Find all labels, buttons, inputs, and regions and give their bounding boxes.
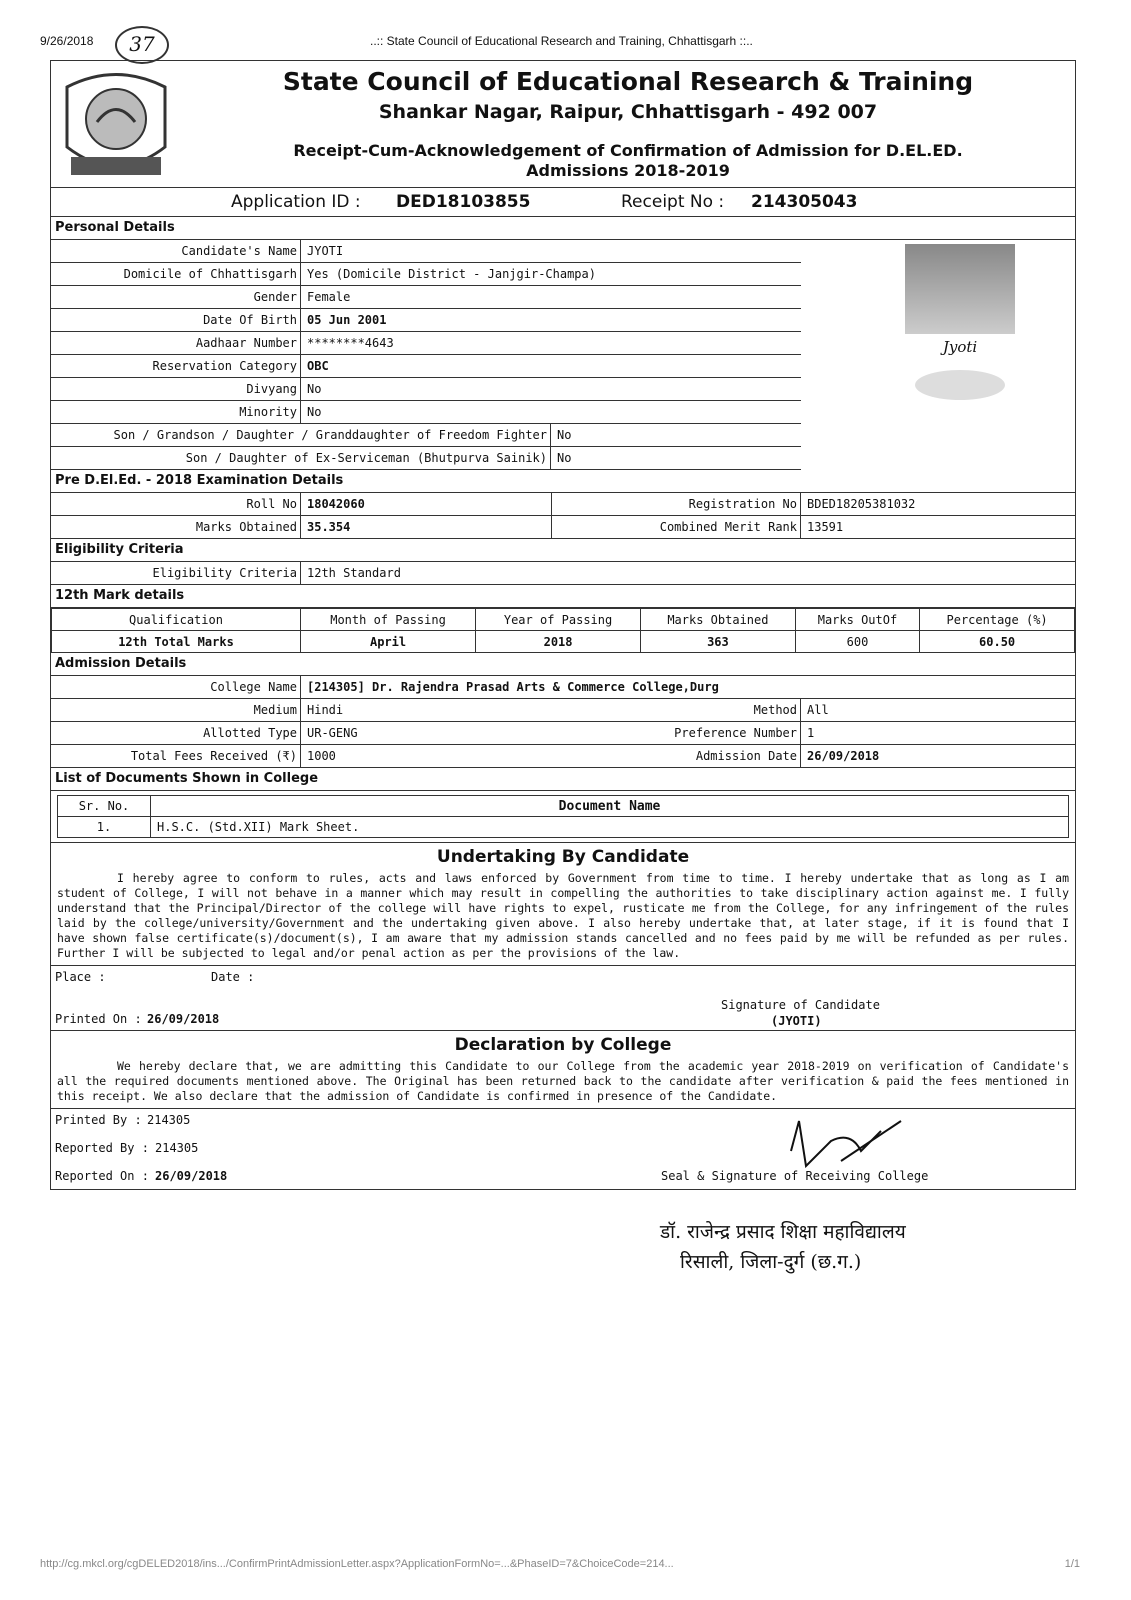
method: All xyxy=(807,703,829,717)
documents-table xyxy=(57,795,1069,838)
minority: No xyxy=(307,405,322,419)
label-medium: Medium xyxy=(51,699,301,721)
label-admission-date: Admission Date xyxy=(551,745,801,767)
label-fees: Total Fees Received (₹) xyxy=(51,745,301,767)
label-marks: Marks Obtained xyxy=(51,516,301,538)
admission-date: 26/09/2018 xyxy=(807,749,880,763)
declaration-heading: Declaration by College xyxy=(454,1035,672,1055)
admission-heading: Admission Details xyxy=(51,653,1075,676)
reported-by-label: Reported By : xyxy=(55,1141,149,1155)
marks12-heading: 12th Mark details xyxy=(51,585,1075,608)
application-id: DED18103855 xyxy=(396,192,531,212)
label-eligibility: Eligibility Criteria xyxy=(51,562,301,584)
browser-print-footer xyxy=(40,1558,1080,1570)
reported-on-label: Reported On : xyxy=(55,1169,149,1183)
document-header xyxy=(51,61,1075,188)
org-address: Shankar Nagar, Raipur, Chhattisgarh - 492 007 xyxy=(378,101,878,123)
label-method: Method xyxy=(551,699,801,721)
label-divyang: Divyang xyxy=(51,378,301,400)
college-stamp-line1: डॉ. राजेन्द्र प्रसाद शिक्षा महाविद्यालय xyxy=(660,1221,906,1243)
receipt-no: 214305043 xyxy=(751,192,858,212)
declaration-section xyxy=(51,1030,1075,1189)
application-id-label: Application ID : xyxy=(231,192,361,212)
label-roll: Roll No xyxy=(51,493,301,515)
label-registration: Registration No xyxy=(551,493,801,515)
table-header-row xyxy=(52,609,1075,631)
cell-marks: 363 xyxy=(641,631,796,653)
label-category: Reservation Category xyxy=(51,355,301,377)
admission-session: Admissions 2018-2019 xyxy=(526,161,730,180)
undertaking-sign-block xyxy=(51,965,1075,1030)
doc-sno: 1. xyxy=(58,817,151,838)
receipt-document xyxy=(50,60,1076,1190)
undertaking-heading: Undertaking By Candidate xyxy=(436,847,690,867)
label-domicile: Domicile of Chhattisgarh xyxy=(51,263,301,285)
col-qualification: Qualification xyxy=(52,609,301,631)
label-college: College Name xyxy=(51,676,301,698)
declaration-text: We hereby declare that, we are admitting this Candidate to our College from the academic year 2018-2019 on verification of Candidate's all the required documents mentioned above. The Original has been returned back to the candidate after verification & paid the fees mentioned in this receipt. We also declare that the admission of Candidate is confirmed in presence of the Candidate. xyxy=(57,1059,1069,1103)
college-stamp-line2: रिसाली, जिला-दुर्ग (छ.ग.) xyxy=(680,1251,862,1273)
label-preference: Preference Number xyxy=(551,722,801,744)
label-ex-serviceman: Son / Daughter of Ex-Serviceman (Bhutpurva Sainik) xyxy=(51,447,551,469)
photo-block xyxy=(865,244,1055,454)
freedom-fighter: No xyxy=(557,428,572,442)
gender: Female xyxy=(307,290,351,304)
dob: 05 Jun 2001 xyxy=(307,313,387,327)
col-document-name: Document Name xyxy=(151,796,1069,817)
cell-year: 2018 xyxy=(476,631,641,653)
label-minority: Minority xyxy=(51,401,301,423)
col-month: Month of Passing xyxy=(301,609,476,631)
candidate-signature-label: Signature of Candidate xyxy=(721,998,880,1012)
ex-serviceman: No xyxy=(557,451,572,465)
declaration-sign-block xyxy=(51,1108,1075,1189)
col-marks: Marks Obtained xyxy=(641,609,796,631)
category: OBC xyxy=(307,359,329,373)
cell-qualification: 12th Total Marks xyxy=(52,631,301,653)
printed-by-label: Printed By : xyxy=(55,1113,142,1127)
doc-name: H.S.C. (Std.XII) Mark Sheet. xyxy=(151,817,1069,838)
label-gender: Gender xyxy=(51,286,301,308)
table-row xyxy=(52,631,1075,653)
merit-rank: 13591 xyxy=(807,520,844,534)
printed-on: 26/09/2018 xyxy=(147,1012,220,1026)
col-sno: Sr. No. xyxy=(58,796,151,817)
allotted-type: UR-GENG xyxy=(307,726,358,740)
marks-obtained: 35.354 xyxy=(307,520,351,534)
org-title: State Council of Educational Research & Training xyxy=(282,67,974,96)
date-label: Date : xyxy=(211,970,255,984)
registration-no: BDED18205381032 xyxy=(807,497,916,511)
page-count: 1/1 xyxy=(1064,1558,1080,1570)
col-outof: Marks OutOf xyxy=(795,609,919,631)
label-candidate-name: Candidate's Name xyxy=(51,240,301,262)
reported-by: 214305 xyxy=(155,1141,199,1155)
col-percentage: Percentage (%) xyxy=(920,609,1075,631)
page-url: http://cg.mkcl.org/cgDELED2018/ins.../ConfirmPrintAdmissionLetter.aspx?ApplicationFormNo=...&PhaseID=7&ChoiceCode=214... xyxy=(40,1558,674,1570)
divyang: No xyxy=(307,382,322,396)
candidate-photo xyxy=(905,244,1015,334)
id-row xyxy=(51,188,1075,217)
table-row xyxy=(58,817,1069,838)
site-title: ..:: State Council of Educational Research and Training, Chhattisgarh ::.. xyxy=(370,34,753,48)
cell-outof: 600 xyxy=(795,631,919,653)
candidate-signature: Jyoti xyxy=(942,338,978,356)
handwritten-page-mark: 37 xyxy=(115,26,169,64)
thumb-impression xyxy=(915,370,1005,400)
preference-number: 1 xyxy=(807,726,815,740)
eligibility-value: 12th Standard xyxy=(307,566,401,580)
candidate-signature-name: (JYOTI) xyxy=(771,1014,822,1028)
eligibility-heading: Eligibility Criteria xyxy=(51,539,1075,562)
receipt-subtitle: Receipt-Cum-Acknowledgement of Confirmation of Admission for D.EL.ED. xyxy=(293,141,963,160)
roll-no: 18042060 xyxy=(307,497,365,511)
label-freedom-fighter: Son / Grandson / Daughter / Granddaughter of Freedom Fighter xyxy=(51,424,551,446)
personal-details xyxy=(51,240,1075,470)
printed-on-label: Printed On : xyxy=(55,1012,142,1026)
domicile: Yes (Domicile District - Janjgir-Champa) xyxy=(307,267,596,281)
reported-on: 26/09/2018 xyxy=(155,1169,228,1183)
print-date: 9/26/2018 xyxy=(40,34,94,48)
documents-heading: List of Documents Shown in College xyxy=(51,768,1075,791)
college-name: [214305] Dr. Rajendra Prasad Arts & Commerce College,Durg xyxy=(307,680,719,694)
undertaking-section xyxy=(51,842,1075,1030)
table-header-row xyxy=(58,796,1069,817)
cell-percentage: 60.50 xyxy=(920,631,1075,653)
fees-received: 1000 xyxy=(307,749,336,763)
seal-label: Seal & Signature of Receiving College xyxy=(661,1169,929,1183)
receipt-no-label: Receipt No : xyxy=(621,192,725,212)
exam-details-heading: Pre D.El.Ed. - 2018 Examination Details xyxy=(51,470,1075,493)
place-label: Place : xyxy=(55,970,106,984)
label-dob: Date Of Birth xyxy=(51,309,301,331)
label-rank: Combined Merit Rank xyxy=(551,516,801,538)
cell-month: April xyxy=(301,631,476,653)
printed-by: 214305 xyxy=(147,1113,191,1127)
principal-signature-icon xyxy=(771,1111,911,1181)
candidate-name: JYOTI xyxy=(307,244,344,258)
aadhaar: ********4643 xyxy=(307,336,394,350)
label-allotted: Allotted Type xyxy=(51,722,301,744)
undertaking-text: I hereby agree to conform to rules, acts and laws enforced by Government from time to time. I hereby undertake that as long as I am student of College, I will not behave in a manner which may result in compelling the authorities to take disciplinary action against me. I fully understand that the Principal/Director of the college will have rights to expel, rusticate me from the College, for any infringement of the rules laid by the college/university/Government and the undertaking given above. I also hereby undertake that, at later stage, if it is found that I have shown false certificate(s)/document(s), I am aware that my admission stands cancelled and no fees paid by me will be refunded as per rules. Further I will be subjected to legal and/or penal action as per the provisions of the law. xyxy=(57,871,1069,960)
label-aadhaar: Aadhaar Number xyxy=(51,332,301,354)
col-year: Year of Passing xyxy=(476,609,641,631)
personal-details-heading: Personal Details xyxy=(51,217,1075,240)
marks12-table xyxy=(51,608,1075,653)
receipt-title xyxy=(51,141,1075,181)
medium: Hindi xyxy=(307,703,344,717)
